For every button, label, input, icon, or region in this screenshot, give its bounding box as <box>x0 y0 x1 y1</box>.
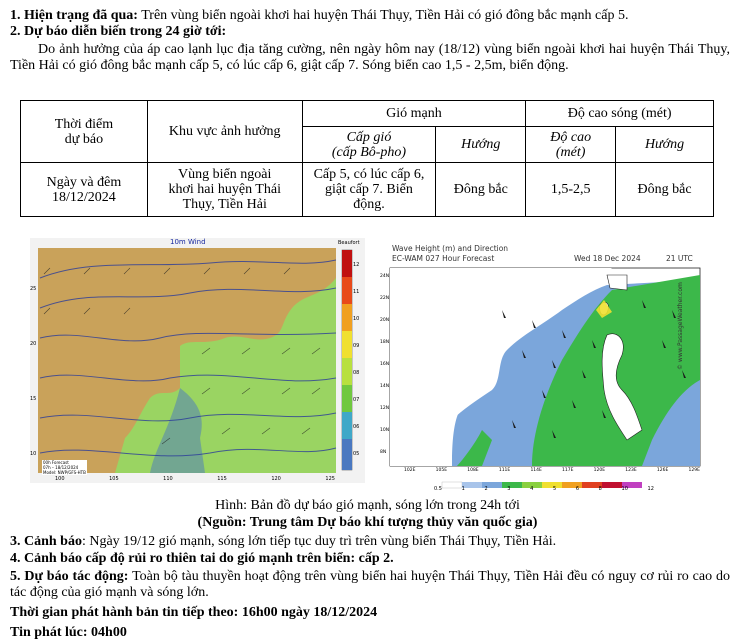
wind-map-title: 10m Wind <box>170 238 206 246</box>
wave-map-latitudes: 24N 22N 20N 18N 16N 14N 12N 10N 8N <box>380 274 390 455</box>
impact-label: 5. Dự báo tác động: <box>10 569 129 584</box>
forecast-table <box>20 100 714 217</box>
wind-forecast-map <box>30 238 365 483</box>
next-bulletin-time: Thời gian phát hành bản tin tiếp theo: 16h00 ngày 18/12/2024 <box>10 605 378 620</box>
header-wind-level: Cấp gió (cấp Bô-pho) <box>302 127 436 163</box>
wave-map-title: Wave Height (m) and Direction <box>392 244 509 253</box>
header-wind: Gió mạnh <box>302 101 526 127</box>
wind-map-scale: 12 11 10 09 08 07 06 05 <box>353 262 360 457</box>
issued-time: Tin phát lúc: 04h00 <box>10 625 127 640</box>
forecast-heading: 2. Dự báo diễn biến trong 24 giờ tới: <box>10 24 227 39</box>
wind-map-longitudes: 100 105 110 115 120 125 <box>55 476 335 482</box>
forecast-paragraph: Do ảnh hưởng của áp cao lạnh lục địa tăng cường, nên ngày hôm nay (18/12) vùng biển ngoài khơi hai huyện Thái Thụy, Tiền Hải có gió đông bắc mạnh cấp 5, có lúc cấp 6, giật cấp 7. Sóng biển cao 1,5 - 2,5m, biển động. <box>10 42 730 73</box>
wind-map-graphic <box>30 238 365 483</box>
cell-wave-direction: Đông bắc <box>616 163 714 217</box>
wave-map-graphic <box>382 240 717 493</box>
header-time: Thời điểm dự báo <box>21 101 148 163</box>
wind-map-footer: 00h Forecast 07h – 18/12/2024 Model: NWP/GFS-HTB <box>43 460 86 475</box>
wave-map-date: Wed 18 Dec 2024 <box>574 254 641 263</box>
current-status-label: 1. Hiện trạng đã qua: <box>10 8 138 23</box>
wind-map-legend-title: Beaufort <box>338 240 360 246</box>
section-impact <box>10 569 730 601</box>
wave-map-subtitle: EC-WAM 027 Hour Forecast <box>392 254 495 263</box>
cell-wind-direction: Đông bắc <box>436 163 526 217</box>
section-current-status <box>10 8 628 24</box>
current-status-text: Trên vùng biển ngoài khơi hai huyện Thái Thụy, Tiền Hải có gió đông bắc mạnh cấp 5. <box>137 8 629 23</box>
wave-map-longitudes: 102E 105E 108E 111E 114E 117E 120E 123E 126E 129E <box>404 468 700 473</box>
header-wave-height: Độ cao (mét) <box>526 127 616 163</box>
figure-source: (Nguồn: Trung tâm Dự báo khí tượng thủy văn quốc gia) <box>197 515 538 530</box>
wave-forecast-map <box>382 240 717 493</box>
header-wave: Độ cao sóng (mét) <box>526 101 714 127</box>
warning-text: : Ngày 19/12 gió mạnh, sóng lớn tiếp tục duy trì trên vùng biển Thái Thụy, Tiền Hải. <box>81 534 557 549</box>
cell-area: Vùng biển ngoài khơi hai huyện Thái Thụy, Tiền Hải <box>147 163 302 217</box>
section-warning <box>10 534 556 550</box>
warning-label: 3. Cảnh báo <box>10 534 82 549</box>
wave-map-time: 21 UTC <box>666 254 693 263</box>
header-wave-direction: Hướng <box>616 127 714 163</box>
impact-text: Toàn bộ tàu thuyền hoạt động trên vùng biển hai huyện Thái Thụy, Tiền Hải đều có nguy cơ rủi ro cao do tác động của gió mạnh và sóng lớn. <box>10 569 730 600</box>
header-wind-direction: Hướng <box>436 127 526 163</box>
wave-map-watermark: © www.PassageWeather.com <box>677 282 684 370</box>
wind-map-latitudes: 25 20 15 10 <box>30 286 37 457</box>
cell-wind-level: Cấp 5, có lúc cấp 6, giật cấp 7. Biển động. <box>302 163 436 217</box>
header-area: Khu vực ảnh hưởng <box>147 101 302 163</box>
section-risk-level: 4. Cảnh báo cấp độ rủi ro thiên tai do gió mạnh trên biển: cấp 2. <box>10 551 394 566</box>
table-row <box>21 163 714 217</box>
wave-map-scale: 0.5 1 2 3 4 5 6 8 10 12 <box>434 486 654 492</box>
figure-caption: Hình: Bản đồ dự báo gió mạnh, sóng lớn trong 24h tới <box>215 498 520 513</box>
cell-wave-height: 1,5-2,5 <box>526 163 616 217</box>
cell-time: Ngày và đêm 18/12/2024 <box>21 163 148 217</box>
